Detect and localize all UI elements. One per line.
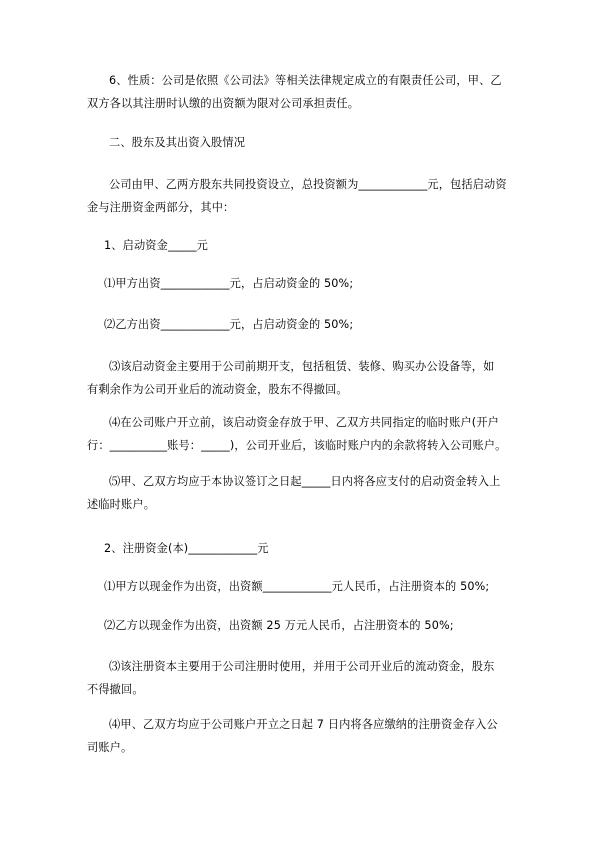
- paragraph-company-nature: [87, 69, 517, 115]
- section-heading-shareholders: [87, 131, 517, 154]
- item-capital-deadline: [87, 713, 517, 759]
- line: ⑴甲方出资____________元，占启动资金的 50%;: [104, 277, 354, 290]
- line: 司账户。: [87, 741, 133, 754]
- item-party-a-startup: [104, 272, 524, 295]
- line: ⑷在公司账户开立前，该启动资金存放于甲、乙双方共同指定的临时账户(开户: [109, 416, 499, 429]
- line: 6、性质：公司是依照《公司法》等相关法律规定成立的有限责任公司，甲、乙: [109, 74, 502, 87]
- heading-startup-funds: [104, 234, 524, 257]
- item-capital-usage: [87, 655, 517, 701]
- item-party-a-capital: [104, 575, 524, 598]
- line: ⑵乙方以现金作为出资，出资额 25 万元人民币，占注册资本的 50%;: [104, 619, 454, 632]
- line: 双方各以其注册时认缴的出资额为限对公司承担责任。: [87, 97, 360, 110]
- line: 二、股东及其出资入股情况: [109, 136, 246, 149]
- item-party-b-startup: [104, 313, 524, 336]
- item-temporary-account: [87, 411, 517, 457]
- line: 2、注册资金(本)____________元: [104, 542, 269, 555]
- line: 有剩余作为公司开业后的流动资金，股东不得撤回。: [87, 383, 348, 396]
- line: ⑴甲方以现金作为出资，出资额____________元人民币，占注册资本的 50%;: [104, 580, 490, 593]
- line: 公司由甲、乙两方股东共同投资设立，总投资额为____________元，包括启动资: [109, 178, 507, 191]
- line: 1、启动资金_____元: [104, 239, 209, 252]
- line: 行：__________账号：_____)，公司开业后，该临时账户内的余款将转入公司账户。: [87, 439, 507, 452]
- item-startup-deadline: [87, 470, 517, 516]
- line: ⑵乙方出资____________元，占启动资金的 50%;: [104, 318, 354, 331]
- heading-registered-capital: [104, 537, 524, 560]
- line: ⑶该启动资金主要用于公司前期开支，包括租赁、装修、购买办公设备等，如: [109, 360, 495, 373]
- item-startup-usage: [87, 355, 517, 401]
- paragraph-total-investment: [87, 173, 517, 219]
- line: 金与注册资金两部分，其中：: [87, 201, 235, 214]
- line: 述临时账户。: [87, 498, 156, 511]
- line: ⑶该注册资本主要用于公司注册时使用，并用于公司开业后的流动资金，股东: [109, 660, 495, 673]
- line: 不得撤回。: [87, 683, 144, 696]
- line: ⑷甲、乙双方均应于公司账户开立之日起 7 日内将各应缴纳的注册资金存入公: [109, 718, 498, 731]
- item-party-b-capital: [104, 614, 524, 637]
- line: ⑸甲、乙双方均应于本协议签订之日起_____日内将各应支付的启动资金转入上: [109, 475, 501, 488]
